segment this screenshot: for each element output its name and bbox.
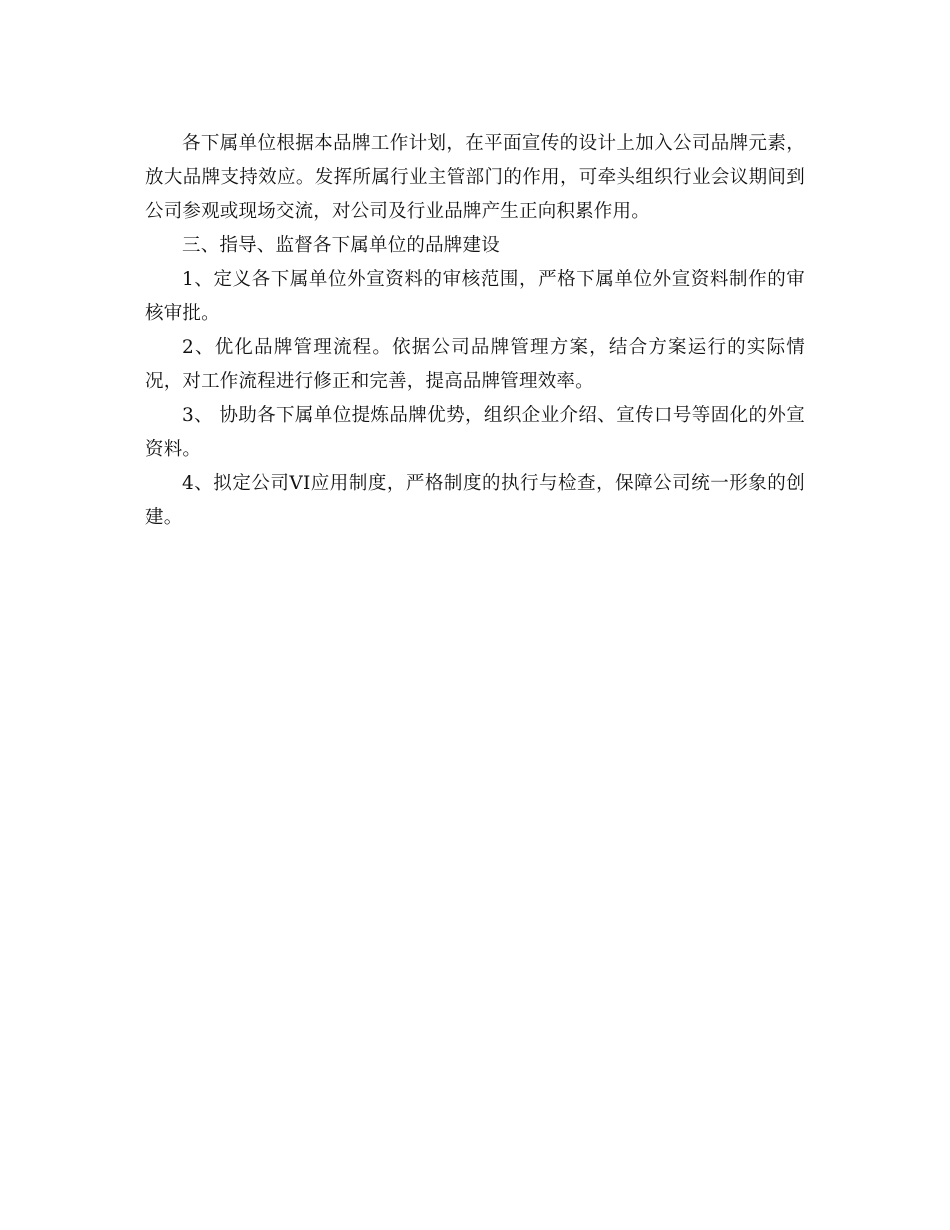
list-item-2: 2、优化品牌管理流程。依据公司品牌管理方案，结合方案运行的实际情况，对工作流程进行修正和完善，提高品牌管理效率。	[145, 337, 805, 392]
list-item-1: 1、定义各下属单位外宣资料的审核范围，严格下属单位外宣资料制作的审核审批。	[145, 269, 805, 324]
document-body	[145, 127, 805, 535]
section-heading-three: 三、指导、监督各下属单位的品牌建设	[182, 235, 500, 256]
list-item-4: 4、拟定公司VI应用制度，严格制度的执行与检查，保障公司统一形象的创建。	[145, 473, 805, 528]
list-item-3: 3、 协助各下属单位提炼品牌优势，组织企业介绍、宣传口号等固化的外宣资料。	[145, 405, 805, 460]
paragraph-brand-elements: 各下属单位根据本品牌工作计划，在平面宣传的设计上加入公司品牌元素，放大品牌支持效应。发挥所属行业主管部门的作用，可牵头组织行业会议期间到公司参观或现场交流，对公司及行业品牌产生正向积累作用。	[145, 133, 805, 222]
